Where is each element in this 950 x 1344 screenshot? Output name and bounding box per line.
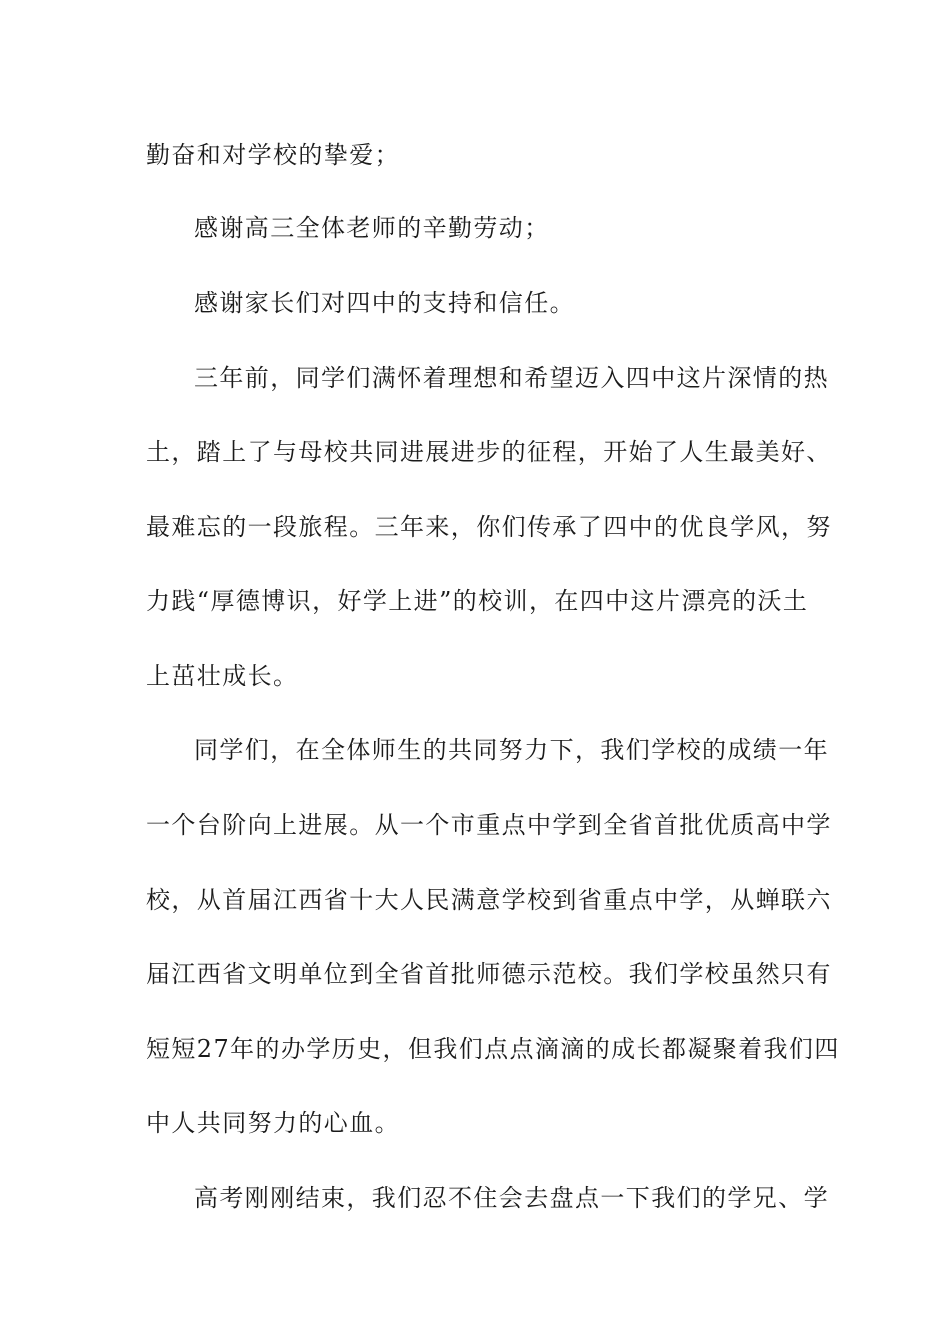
text-line: 短短27年的办学历史，但我们点点滴滴的成长都凝聚着我们四	[146, 1035, 840, 1063]
text-line: 土，踏上了与母校共同进展进步的征程，开始了人生最美好、	[146, 438, 832, 466]
text-line: 中人共同努力的心血。	[146, 1109, 400, 1137]
paragraph-first-line: 高考刚刚结束，我们忍不住会去盘点一下我们的学兄、学	[194, 1184, 829, 1212]
text-line: 校，从首届江西省十大人民满意学校到省重点中学，从蝉联六	[146, 886, 832, 914]
text-line: 勤奋和对学校的挚爱；	[146, 141, 400, 169]
paragraph-first-line: 同学们，在全体师生的共同努力下，我们学校的成绩一年	[194, 736, 829, 764]
text-line: 最难忘的一段旅程。三年来，你们传承了四中的优良学风，努	[146, 513, 832, 541]
text-line: 上茁壮成长。	[146, 662, 299, 690]
text-line: 感谢家长们对四中的支持和信任。	[194, 289, 575, 317]
text-line: 一个台阶向上进展。从一个市重点中学到全省首批优质高中学	[146, 811, 832, 839]
text-line: 届江西省文明单位到全省首批师德示范校。我们学校虽然只有	[146, 960, 832, 988]
text-line: 感谢高三全体老师的辛勤劳动；	[194, 214, 550, 242]
text-line: 力践“厚德博识，好学上进”的校训，在四中这片漂亮的沃土	[146, 587, 809, 615]
paragraph-first-line: 三年前，同学们满怀着理想和希望迈入四中这片深情的热	[194, 364, 829, 392]
